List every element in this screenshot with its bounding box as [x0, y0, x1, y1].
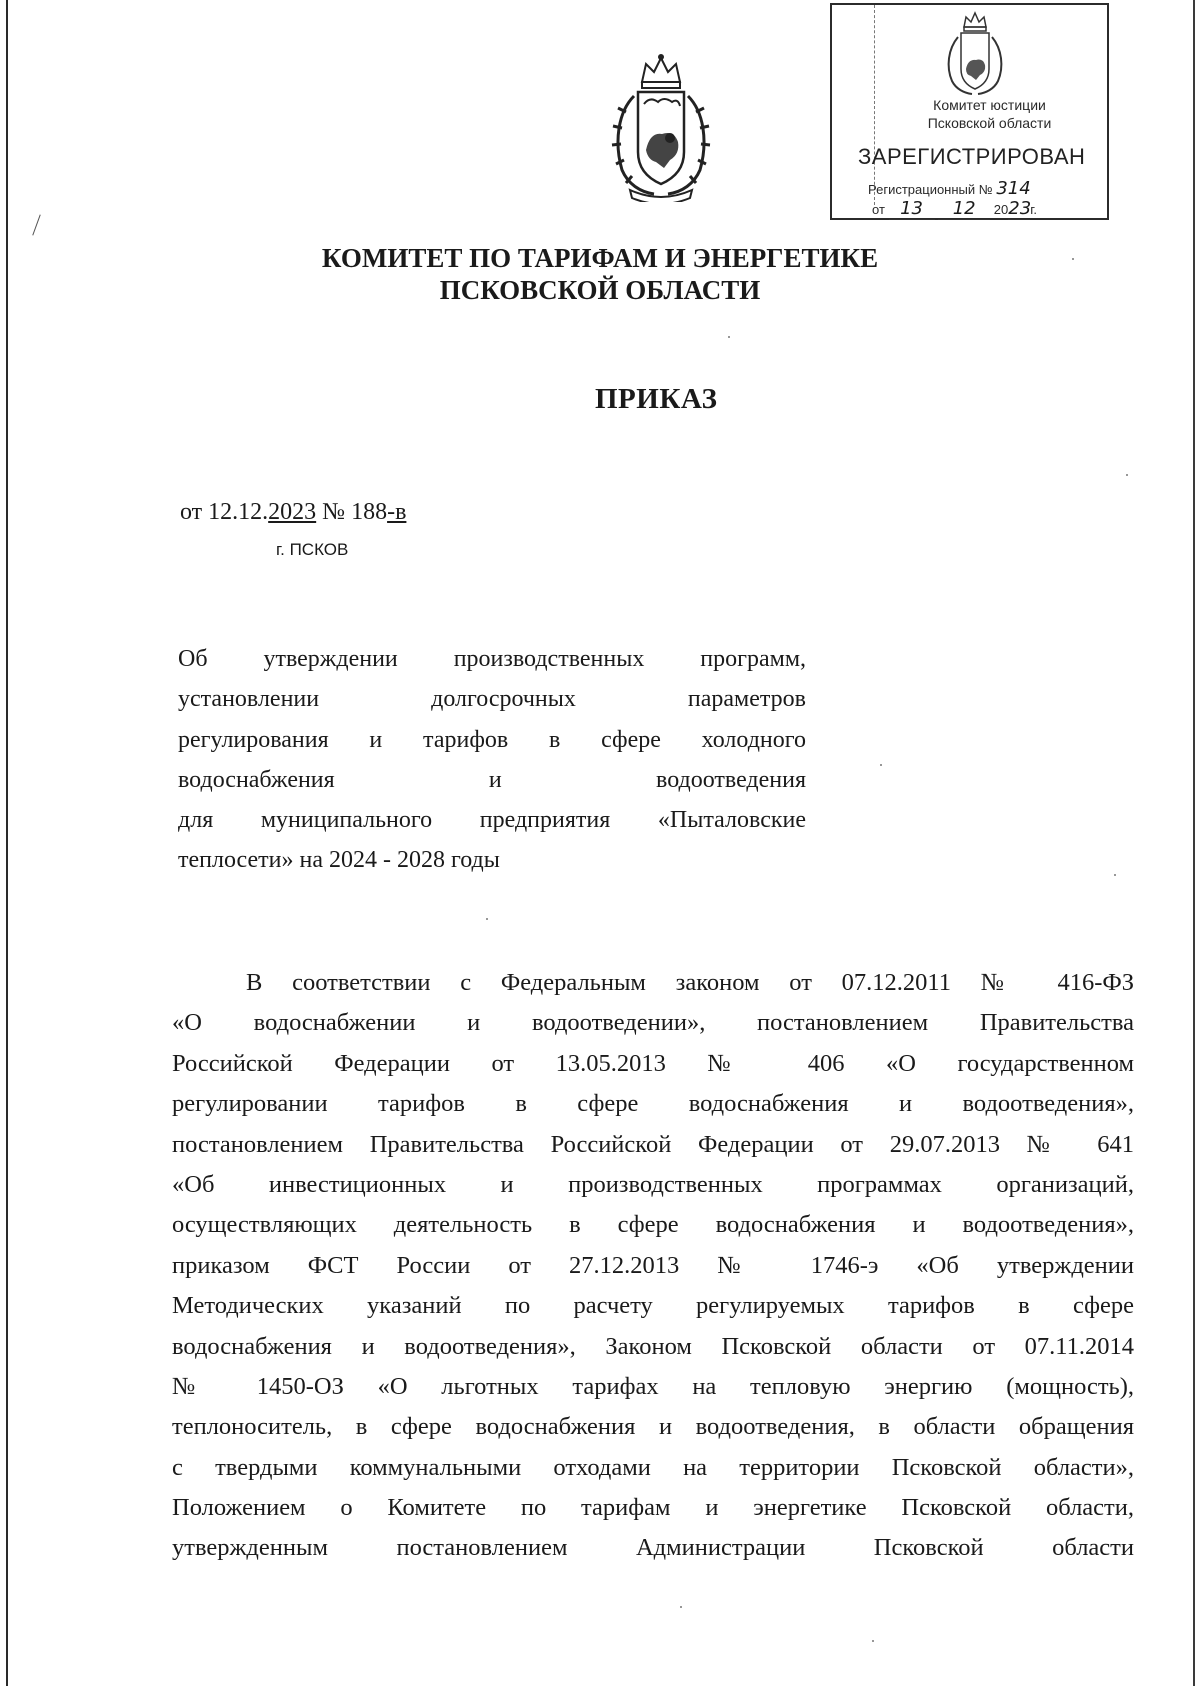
body-line: приказом ФСТ России от 27.12.2013 № 1746-э «Об утверждении — [172, 1251, 1134, 1279]
organization-title — [300, 242, 900, 306]
stamp-reg-number: 314 — [996, 178, 1031, 199]
document-subject — [178, 639, 806, 881]
body-line: с твердыми коммунальными отходами на территории Псковской области», — [172, 1453, 1134, 1481]
body-line: В соответствии с Федеральным законом от 07.12.2011 № 416-ФЗ — [246, 969, 1134, 996]
organization-title-line1: КОМИТЕТ ПО ТАРИФАМ И ЭНЕРГЕТИКЕ — [321, 243, 879, 273]
registration-stamp — [830, 3, 1109, 220]
subject-line: теплосети» на 2024 - 2028 годы — [178, 847, 500, 874]
body-line: № 1450-ОЗ «О льготных тарифах на тепловую энергию (мощность), — [172, 1372, 1134, 1400]
stamp-date-year-prefix: 20 — [993, 202, 1009, 217]
speck — [1114, 874, 1116, 876]
body-line: постановлением Правительства Российской Федерации от 29.07.2013 № 641 — [172, 1130, 1134, 1158]
stamp-coat-of-arms — [940, 11, 1010, 97]
document-body — [172, 963, 1134, 1569]
body-line: осуществляющих деятельность в сфере водоснабжения и водоотведения», — [172, 1211, 1134, 1239]
body-line: Российской Федерации от 13.05.2013 № 406 «О государственном — [172, 1049, 1134, 1077]
body-line: «О водоснабжении и водоотведении», постановлением Правительства — [172, 1009, 1134, 1037]
body-line: утвержденным постановлением Администрации Псковской области — [172, 1534, 1134, 1562]
stamp-date-year: 23 — [1008, 198, 1032, 219]
number-prefix: № 188 — [316, 499, 388, 525]
stamp-date-month: 12 — [938, 198, 990, 220]
body-line: Методических указаний по расчету регулируемых тарифов в сфере — [172, 1292, 1134, 1320]
coat-of-arms-emblem — [604, 52, 718, 202]
stray-mark — [32, 214, 40, 235]
subject-line: регулирования и тарифов в сфере холодного — [178, 726, 806, 753]
speck — [728, 336, 730, 338]
subject-line: Об утверждении производственных программ, — [178, 646, 806, 672]
stamp-registration-number — [868, 178, 1031, 199]
subject-line: водоснабжения и водоотведения — [178, 766, 806, 793]
page-edge-left — [6, 0, 8, 1686]
speck — [880, 764, 882, 766]
document-city: г. ПСКОВ — [276, 540, 349, 559]
body-line: теплоноситель, в сфере водоснабжения и водоотведения, в области обращения — [172, 1413, 1134, 1441]
body-line: Положением о Комитете по тарифам и энергетике Псковской области, — [172, 1494, 1134, 1522]
organization-title-line2: ПСКОВСКОЙ ОБЛАСТИ — [439, 275, 761, 305]
stamp-reg-label: Регистрационный № — [868, 182, 993, 197]
speck — [1126, 474, 1128, 476]
document-type: ПРИКАЗ — [595, 383, 718, 415]
speck — [1072, 258, 1074, 260]
stamp-org-line1: Комитет юстиции — [933, 97, 1046, 113]
stamp-org-line2: Псковской области — [927, 115, 1052, 131]
speck — [680, 1606, 682, 1608]
date-prefix: от 12.12. — [180, 499, 269, 525]
body-line: водоснабжения и водоотведения», Законом Псковской области от 07.11.2014 — [172, 1332, 1134, 1360]
stamp-date-suffix: г. — [1030, 202, 1038, 217]
speck — [872, 1640, 874, 1642]
stamp-date — [872, 198, 1037, 220]
number-suffix: -в — [387, 499, 407, 525]
body-line: регулировании тарифов в сфере водоснабжения и водоотведения», — [172, 1090, 1134, 1118]
document-date-number — [180, 499, 406, 526]
date-year: 2023 — [268, 499, 317, 525]
body-line: «Об инвестиционных и производственных программах организаций, — [172, 1170, 1134, 1198]
subject-line: для муниципального предприятия «Пыталовские — [178, 807, 806, 834]
subject-line: установлении долгосрочных параметров — [178, 686, 806, 713]
stamp-date-day: 13 — [889, 198, 935, 220]
page-edge-right — [1193, 0, 1195, 1686]
stamp-date-prefix: от — [872, 202, 885, 217]
speck — [486, 918, 488, 920]
stamp-status: ЗАРЕГИСТРИРОВАН — [858, 144, 1086, 169]
